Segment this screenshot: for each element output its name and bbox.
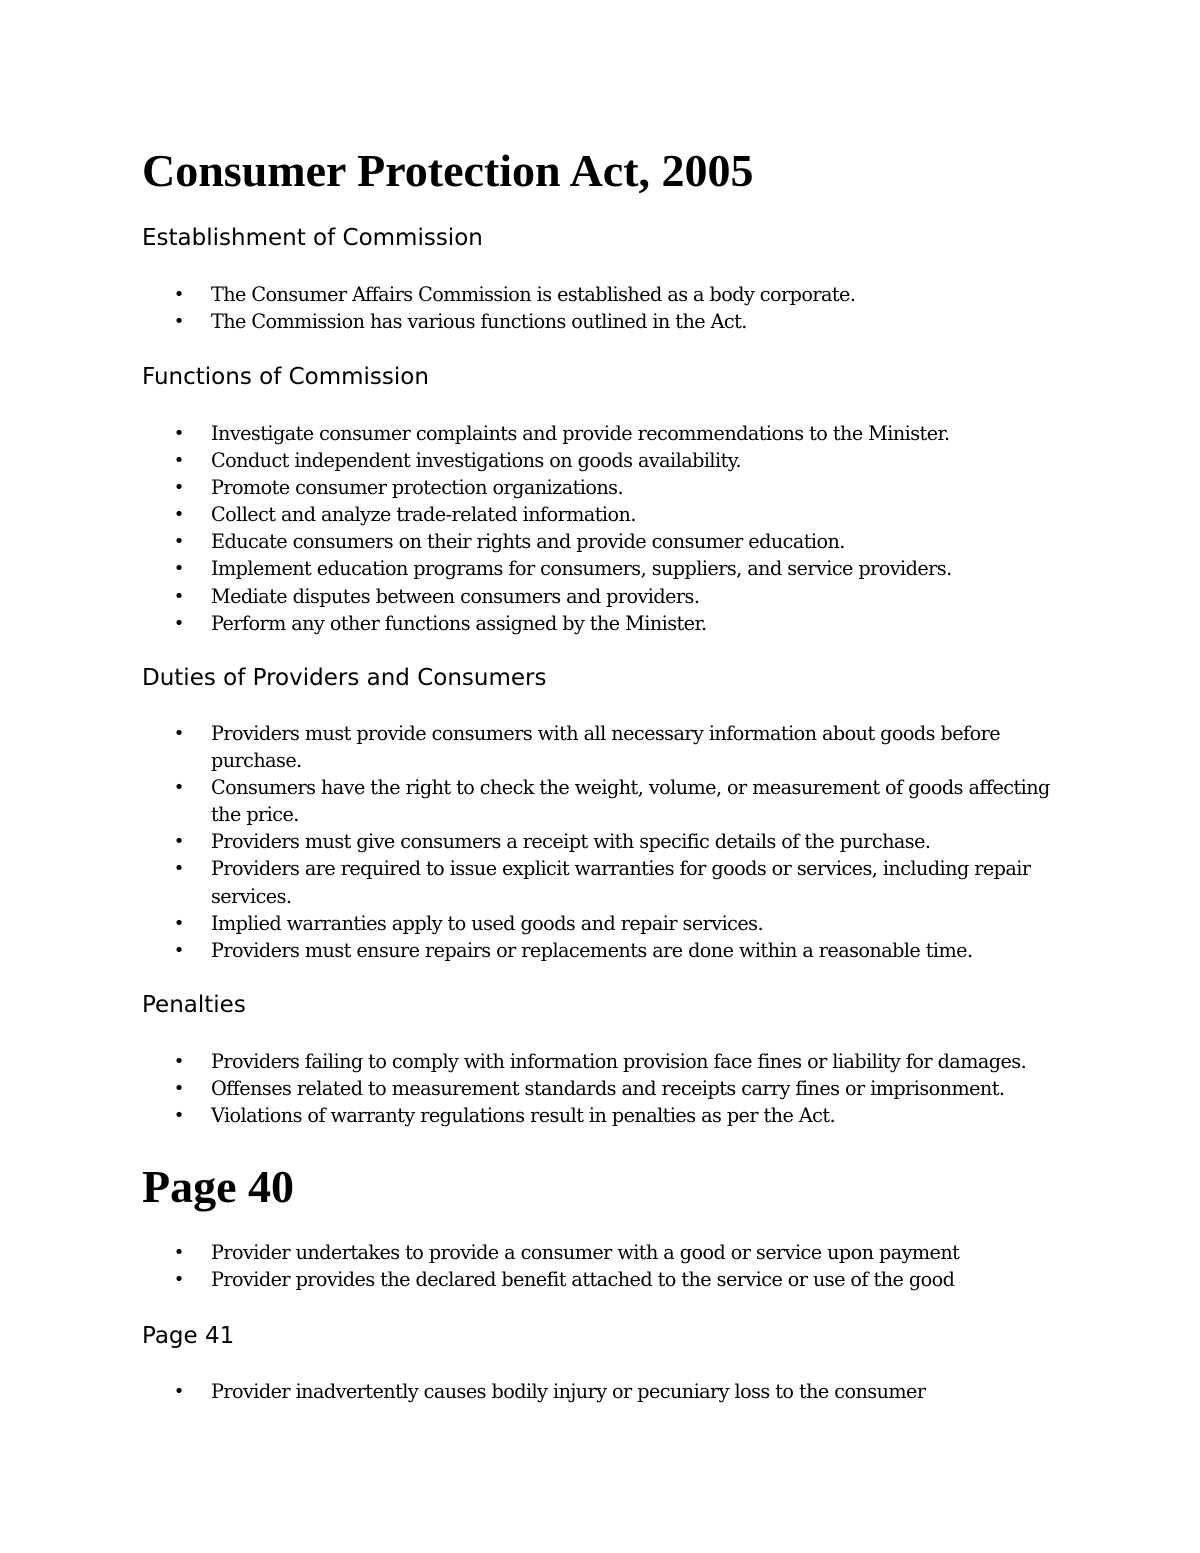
section-heading-duties: Duties of Providers and Consumers: [142, 665, 547, 691]
bullet-icon: •: [173, 1381, 185, 1402]
bullet-icon: •: [173, 858, 185, 880]
list-item: • Providers must give consumers a receipt with specific details of the purchase.: [0, 828, 1071, 855]
list-item: • Conduct independent investigations on goods availability.: [0, 447, 1071, 474]
bullet-icon: •: [173, 612, 185, 634]
establishment-list: [0, 281, 1200, 335]
bullet-icon: •: [173, 477, 185, 499]
list-item: • Providers must ensure repairs or replacements are done within a reasonable time.: [0, 937, 1071, 964]
list-item: • Violations of warranty regulations result in penalties as per the Act.: [0, 1102, 1071, 1129]
list-item: • Mediate disputes between consumers and providers.: [0, 583, 1071, 610]
list-item: • Provider inadvertently causes bodily injury or pecuniary loss to the consumer: [0, 1378, 1071, 1405]
bullet-icon: •: [173, 777, 185, 799]
list-item: • Providers failing to comply with information provision face fines or liability for damages.: [0, 1048, 1071, 1075]
list-item: • Providers must provide consumers with all necessary information about goods before purchase.: [173, 722, 1001, 773]
bullet-icon: •: [173, 831, 185, 853]
bullet-icon: •: [173, 1051, 185, 1072]
bullet-icon: •: [173, 912, 185, 934]
bullet-icon: •: [173, 531, 185, 553]
list-item: • Investigate consumer complaints and provide recommendations to the Minister.: [0, 420, 1071, 447]
bullet-icon: •: [173, 504, 185, 526]
list-item: • The Commission has various functions outlined in the Act.: [0, 308, 1071, 335]
list-item: • Provider provides the declared benefit attached to the service or use of the good: [0, 1266, 1071, 1293]
bullet-icon: •: [173, 1269, 185, 1291]
list-item: • Implement education programs for consumers, suppliers, and service providers.: [0, 555, 1071, 582]
page-40-list: [0, 1239, 1200, 1293]
bullet-icon: •: [173, 450, 185, 472]
list-item: • Implied warranties apply to used goods and repair services.: [0, 910, 1071, 937]
list-item: • Collect and analyze trade-related information.: [0, 501, 1071, 528]
document-title: Consumer Protection Act, 2005: [142, 145, 754, 196]
list-item: • Providers are required to issue explicit warranties for goods or services, including repair services.: [173, 857, 1031, 908]
bullet-icon: •: [173, 585, 185, 607]
list-item: • The Consumer Affairs Commission is established as a body corporate.: [0, 281, 1071, 308]
list-item: • Offenses related to measurement standards and receipts carry fines or imprisonment.: [0, 1075, 1071, 1102]
page-40-heading: Page 40: [142, 1161, 295, 1212]
bullet-icon: •: [173, 423, 185, 444]
bullet-icon: •: [173, 939, 185, 961]
list-item: • Provider undertakes to provide a consumer with a good or service upon payment: [0, 1239, 1071, 1266]
bullet-icon: •: [173, 1242, 185, 1263]
list-item: • Promote consumer protection organizations.: [0, 474, 1071, 501]
penalties-list: [0, 1048, 1200, 1129]
list-item: • Educate consumers on their rights and provide consumer education.: [0, 528, 1071, 555]
bullet-icon: •: [173, 284, 185, 305]
duties-list: [0, 720, 1200, 964]
list-item: • Perform any other functions assigned by the Minister.: [0, 610, 1071, 637]
bullet-icon: •: [173, 723, 185, 744]
bullet-icon: •: [173, 558, 185, 580]
list-item: • Consumers have the right to check the weight, volume, or measurement of goods affecting the price.: [173, 776, 1050, 827]
bullet-icon: •: [173, 1105, 185, 1127]
bullet-icon: •: [173, 311, 185, 333]
section-heading-functions: Functions of Commission: [142, 364, 429, 390]
section-heading-penalties: Penalties: [142, 992, 246, 1018]
functions-list: [0, 420, 1200, 637]
bullet-icon: •: [173, 1078, 185, 1100]
page-41-heading: Page 41: [142, 1323, 235, 1349]
page-41-list: [0, 1378, 1200, 1405]
section-heading-establishment: Establishment of Commission: [142, 225, 483, 251]
